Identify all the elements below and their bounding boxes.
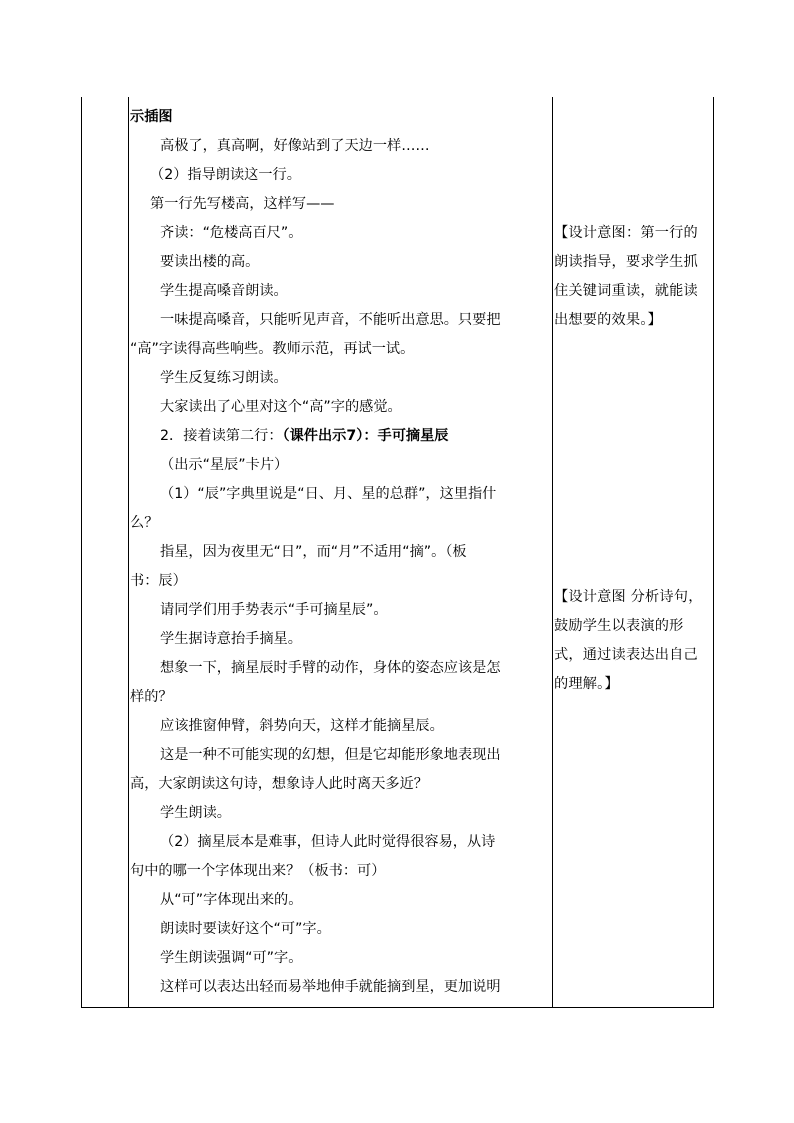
text-line: 学生据诗意抬手摘星。 [160,631,302,647]
text-line: 请同学们用手势表示“手可摘星辰”。 [160,602,388,618]
text-line: 学生朗读。 [160,805,231,821]
lesson-table [81,97,714,1008]
text-line: 这是一种不可能实现的幻想，但是它却能形象地表现出 [160,747,501,763]
note-line: 式，通过读表达出自己 [554,647,698,663]
design-note-2 [554,583,714,699]
text-line: 朗读时要读好这个“可”字。 [160,921,331,937]
text-line: “高”字读得高些响些。教师示范，再试一试。 [130,341,415,357]
table-divider-1 [128,97,129,1008]
text-line: 应该推窗伸臂，斜势向天，这样才能摘星辰。 [160,718,444,734]
text-line: 学生提高嗓音朗读。 [160,283,288,299]
table-border-left [81,97,82,1008]
note-line: 【设计意图：第一行的 [554,225,698,241]
text-line: （2）指导朗读这一行。 [150,167,301,183]
text-line: 学生反复练习朗读。 [160,370,288,386]
text-line: 学生朗读强调“可”字。 [160,950,303,966]
note-line: 的理解。】 [554,676,619,692]
note-line: 住关键词重读，就能读 [554,283,698,299]
note-line: 鼓励学生以表演的形 [554,618,684,634]
text-line: （1）“辰”字典里说是“日、月、星的总群”，这里指什 [160,486,497,502]
text-line-prefix: 2．接着读第二行： [160,428,283,444]
table-border-bottom [81,1007,714,1008]
text-line: 么？ [130,515,159,531]
text-line: 样的？ [130,689,173,705]
text-line-bold: （课件出示7）：手可摘星辰 [282,428,449,444]
text-line: 这样可以表达出轻而易举地伸手就能摘到星，更加说明 [160,979,501,995]
text-line [130,422,550,451]
text-line: 想象一下，摘星辰时手臂的动作，身体的姿态应该是怎 [160,660,501,676]
text-line: 要读出楼的高。 [160,254,260,270]
teaching-process-column [130,103,550,1002]
text-line: 示插图 [130,109,173,125]
note-line: 出想要的效果。】 [554,312,663,328]
text-line: 齐读：“危楼高百尺”。 [160,225,303,241]
text-line: 大家读出了心里对这个“高”字的感觉。 [160,399,402,415]
text-line: 从“可”字体现出来的。 [160,892,303,908]
design-note-1 [554,219,714,335]
note-line: 朗读指导，要求学生抓 [554,254,698,270]
text-line: 第一行先写楼高，这样写—— [150,196,335,212]
text-line: 句中的哪一个字体现出来？（板书：可） [130,863,386,879]
note-line: 【设计意图 分析诗句， [554,589,703,605]
text-line: （出示“星辰”卡片） [160,457,289,473]
table-divider-2 [552,97,553,1008]
text-line: 高极了，真高啊，好像站到了天边一样…… [160,138,430,154]
text-line: 书：辰） [130,573,187,589]
text-line: 一味提高嗓音，只能听见声音，不能听出意思。只要把 [160,312,501,328]
text-line: （2）摘星辰本是难事，但诗人此时觉得很容易，从诗 [160,834,496,850]
text-line: 指星，因为夜里无“日”，而“月”不适用“摘”。（板 [160,544,467,560]
text-line: 高，大家朗读这句诗，想象诗人此时离天多近？ [130,776,428,792]
